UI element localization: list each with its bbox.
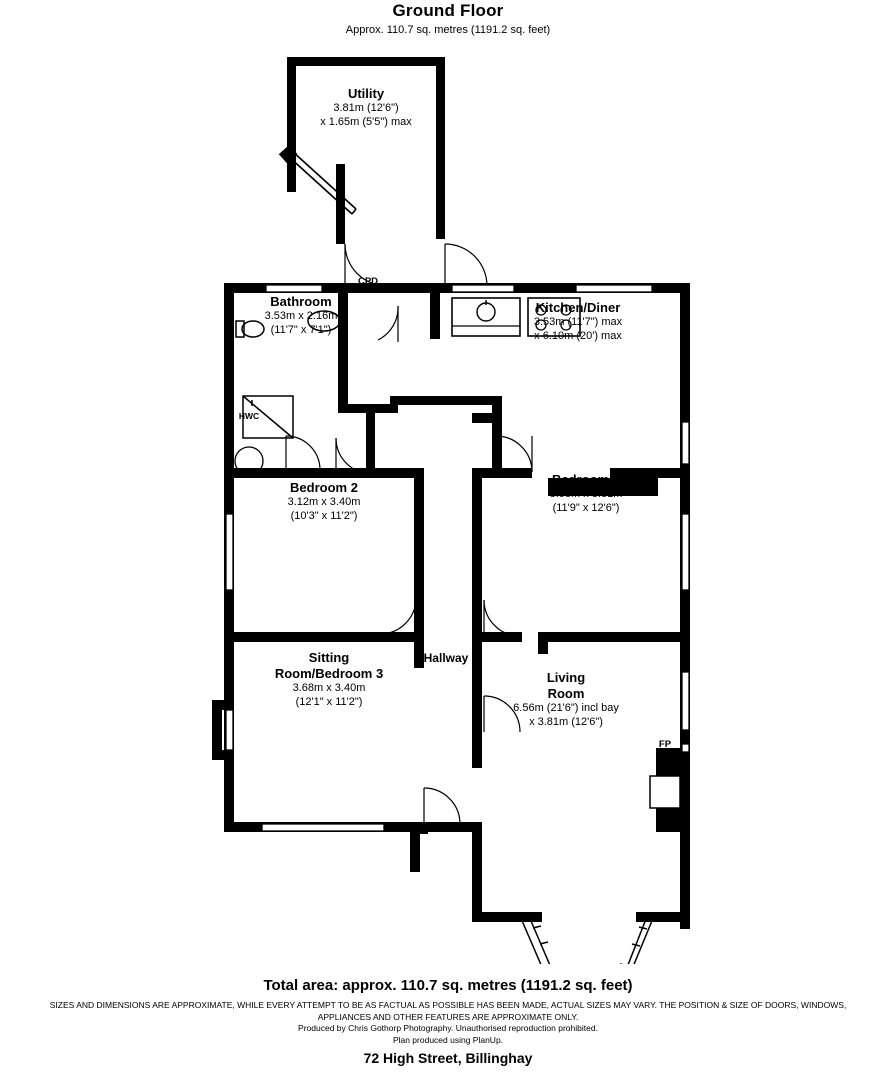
utility-angled-glazing	[288, 151, 356, 214]
disclaimer-line-1: SIZES AND DIMENSIONS ARE APPROXIMATE, WHILE EVERY ATTEMPT TO BE AS FACTUAL AS POSSIBLE HAS BEEN MADE, ACTUAL SIZES MAY VARY. THE POSITION & SIZE OF DOORS, WINDOWS,	[49, 1000, 847, 1010]
wall-bedroom2-top	[224, 468, 424, 478]
window-kitchen-1	[452, 285, 514, 292]
room-label-sitting-room: Sitting Room/Bedroom 3 3.68m x 3.40m (12'1" x 11'2")	[274, 650, 384, 708]
wall-cpd-bottom	[338, 404, 398, 413]
total-area-text: Total area: approx. 110.7 sq. metres (1191.2 sq. feet)	[263, 977, 633, 994]
wall-living-left	[472, 822, 482, 922]
window-sitting-left	[226, 710, 233, 750]
label-hwc: HWC	[238, 411, 260, 421]
page-title: Ground Floor	[392, 1, 504, 20]
door-kitchen-top	[445, 244, 487, 286]
page-subtitle: Approx. 110.7 sq. metres (1191.2 sq. feet)	[345, 24, 551, 36]
window-kitchen-right	[682, 422, 689, 464]
disclaimer-block	[0, 1000, 896, 1046]
label-hallway: Hallway	[423, 651, 469, 665]
wall-hall-upper-left	[366, 413, 375, 473]
disclaimer-line-4: Plan produced using PlanUp.	[392, 1034, 504, 1045]
room-label-kitchen-diner: Kitchen/Diner 3.53m (11'7") max x 6.10m (20') max	[533, 300, 623, 342]
doors-group	[286, 306, 532, 834]
room-label-living-room: Living Room 6.56m (21'6") incl bay x 3.81m (12'6")	[513, 670, 619, 728]
windows-group	[226, 285, 689, 831]
sitting-room-recess	[212, 700, 224, 760]
wall-kitchen-counter-bottom	[390, 396, 502, 405]
window-living-right-2	[682, 744, 689, 752]
wall-bedroom1-bottom-right	[538, 632, 686, 642]
window-living-right-1	[682, 672, 689, 730]
wall-kitchen-right-lower	[492, 396, 502, 474]
wall-utility-right	[436, 57, 445, 239]
room-label-bathroom: Bathroom 3.53m x 2.16m (11'7" x 7'1")	[264, 294, 338, 336]
fireplace-opening	[650, 776, 680, 808]
wall-bedroom1-bottom-stub	[538, 632, 548, 654]
room-label-bedroom-2: Bedroom 2 3.12m x 3.40m (10'3" x 11'2")	[287, 480, 361, 522]
wall-utility-top	[287, 57, 445, 66]
window-bathroom	[266, 285, 322, 292]
wall-main-right-upper	[680, 283, 690, 683]
room-label-utility: Utility 3.81m (12'6") x 1.65m (5'5") max	[320, 86, 412, 128]
label-cpd: CPD	[357, 276, 379, 287]
window-sitting	[262, 824, 384, 831]
wall-living-bottom-right	[636, 912, 690, 922]
window-kitchen-2	[576, 285, 652, 292]
room-label-bedroom-1: Bedroom 1 3.58m x 3.81m (11'9" x 12'6")	[549, 472, 623, 514]
property-address: 72 High Street, Billinghay	[363, 1050, 533, 1066]
wall-main-top-left	[224, 283, 444, 293]
plan-header	[0, 0, 896, 37]
window-bedroom1	[682, 514, 689, 590]
disclaimer-line-3: Produced by Chris Gothorp Photography. Unauthorised reproduction prohibited.	[298, 1023, 598, 1033]
label-fireplace: FP	[658, 739, 672, 750]
window-bedroom2	[226, 514, 233, 590]
disclaimer-line-2: APPLIANCES AND OTHER FEATURES ARE APPROXIMATE ONLY.	[317, 1011, 579, 1022]
wall-bedroom1-bottom-left	[472, 632, 522, 642]
wall-kitchen-left-stub	[430, 289, 440, 339]
floorplan-drawing	[0, 44, 896, 964]
